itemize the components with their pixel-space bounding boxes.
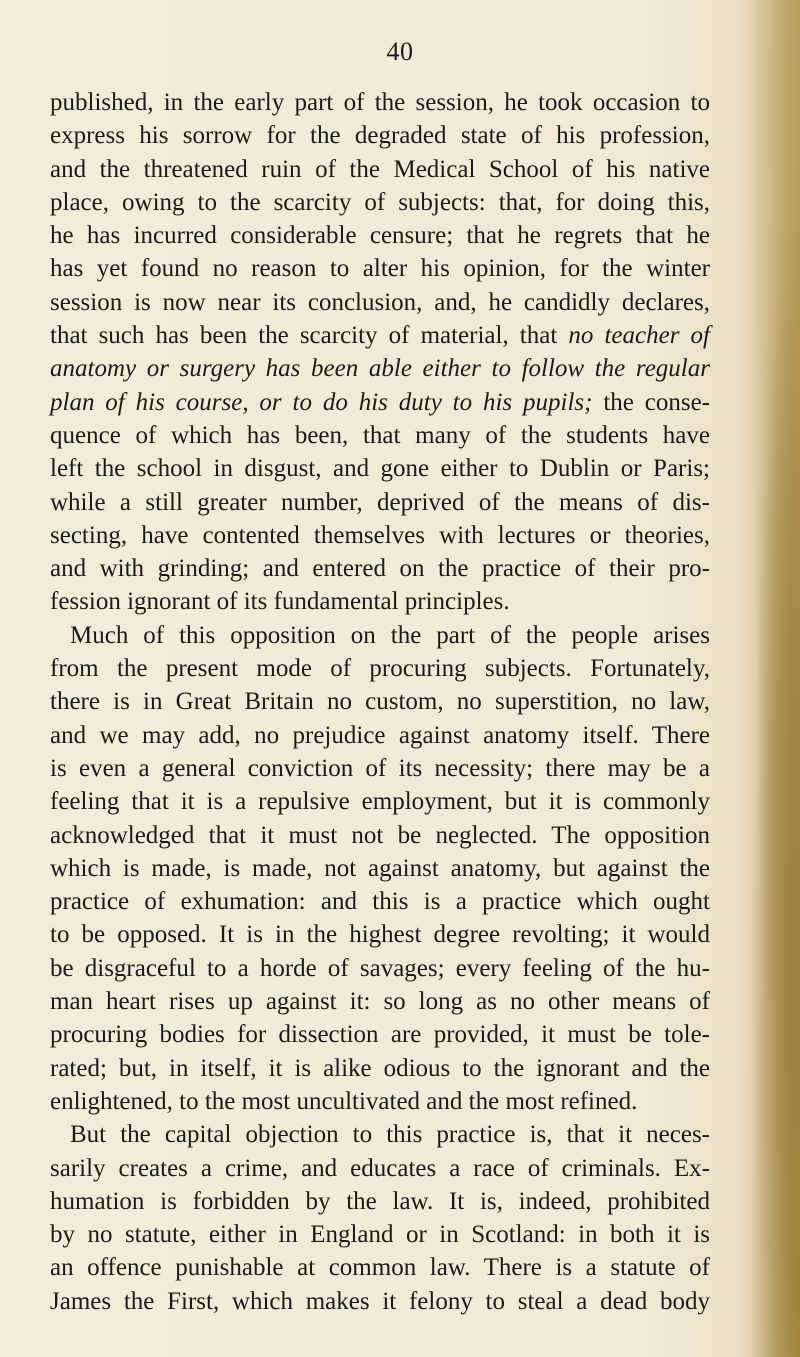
body-text [50, 86, 710, 1318]
text-segment: James the First, which makes it felony to steal a dead body [50, 1287, 710, 1315]
text-segment: from the present mode of procuring subjects. Fortunately, [50, 655, 710, 683]
text-line [50, 652, 710, 685]
page-number: 40 [386, 37, 414, 66]
text-line [50, 1185, 710, 1218]
text-line [50, 1018, 710, 1051]
text-segment: session is now near its conclusion, and, he candidly declares, [50, 288, 710, 316]
page-edge-discoloration [738, 0, 800, 1357]
text-line [50, 785, 710, 818]
text-segment: practice of exhumation: and this is a practice which ought [50, 888, 710, 916]
text-segment: feeling that it is a repulsive employment, but it is commonly [50, 788, 710, 816]
text-segment: quence of which has been, that many of the students have [50, 421, 710, 449]
text-segment: But the capital objection to this practice is, that it neces- [70, 1121, 710, 1149]
text-line [50, 585, 710, 618]
text-line [50, 752, 710, 785]
text-segment: and the threatened ruin of the Medical School of his native [50, 155, 710, 183]
text-segment: rated; but, in itself, it is alike odious to the ignorant and the [50, 1054, 710, 1082]
text-segment: the conse- [592, 388, 710, 416]
text-line [50, 819, 710, 852]
text-line [50, 1085, 710, 1118]
italic-text: plan of his course, or to do his duty to his pupils; [50, 388, 593, 416]
text-line [50, 352, 710, 385]
text-line [50, 1218, 710, 1251]
text-line [50, 1251, 710, 1284]
text-line [50, 952, 710, 985]
italic-text: anatomy or surgery has been able either to follow the regular [50, 355, 710, 383]
text-line [50, 918, 710, 951]
text-line [50, 486, 710, 519]
text-line [50, 985, 710, 1018]
text-segment: an offence punishable at common law. There is a statute of [50, 1254, 710, 1282]
text-line [50, 452, 710, 485]
text-line [50, 186, 710, 219]
text-segment: there is in Great Britain no custom, no superstition, no law, [50, 688, 710, 716]
text-segment: procuring bodies for dissection are provided, it must be tole- [50, 1021, 710, 1049]
text-line [50, 619, 710, 652]
text-segment: while a still greater number, deprived of the means of dis- [50, 488, 710, 516]
text-segment: be disgraceful to a horde of savages; every feeling of the hu- [50, 954, 710, 982]
text-line [50, 685, 710, 718]
text-segment: sarily creates a crime, and educates a race of criminals. Ex- [50, 1154, 710, 1182]
text-segment: is even a general conviction of its necessity; there may be a [50, 754, 710, 782]
text-line [50, 1285, 710, 1318]
text-segment: Much of this opposition on the part of the people arises [70, 621, 710, 649]
text-line [50, 1152, 710, 1185]
text-line [50, 852, 710, 885]
text-line [50, 519, 710, 552]
text-segment: published, in the early part of the session, he took occasion to [50, 89, 710, 116]
text-segment: express his sorrow for the degraded state of his profession, [50, 122, 710, 150]
text-line [50, 153, 710, 186]
text-segment: which is made, is made, not against anatomy, but against the [50, 854, 710, 882]
text-segment: acknowledged that it must not be neglected. The opposition [50, 821, 710, 849]
text-segment: and we may add, no prejudice against anatomy itself. There [50, 721, 710, 749]
text-segment: that such has been the scarcity of material, that [50, 322, 569, 350]
text-line [50, 119, 710, 152]
text-segment: enlightened, to the most uncultivated and the most refined. [50, 1087, 638, 1115]
text-line [50, 885, 710, 918]
text-line [50, 552, 710, 585]
text-segment: man heart rises up against it: so long as no other means of [50, 988, 710, 1016]
text-segment: to be opposed. It is in the highest degree revolting; it would [50, 921, 710, 949]
text-segment: left the school in disgust, and gone either to Dublin or Paris; [50, 455, 710, 483]
text-line [50, 319, 710, 352]
text-line [50, 386, 710, 419]
text-line [50, 252, 710, 285]
text-segment: fession ignorant of its fundamental principles. [50, 588, 510, 616]
text-line [50, 86, 710, 119]
text-line [50, 419, 710, 452]
text-segment: he has incurred considerable censure; that he regrets that he [50, 222, 710, 250]
text-segment: has yet found no reason to alter his opinion, for the winter [50, 255, 710, 283]
text-segment: and with grinding; and entered on the practice of their pro- [50, 555, 710, 583]
text-line [50, 1118, 710, 1151]
text-segment: humation is forbidden by the law. It is, indeed, prohibited [50, 1187, 710, 1215]
italic-text: no teacher of [568, 322, 710, 350]
text-line [50, 1052, 710, 1085]
text-line [50, 286, 710, 319]
text-segment: by no statute, either in England or in Scotland: in both it is [50, 1221, 710, 1249]
text-line [50, 219, 710, 252]
text-segment: place, owing to the scarcity of subjects: that, for doing this, [50, 188, 710, 216]
text-segment: secting, have contented themselves with lectures or theories, [50, 521, 710, 549]
text-line [50, 719, 710, 752]
